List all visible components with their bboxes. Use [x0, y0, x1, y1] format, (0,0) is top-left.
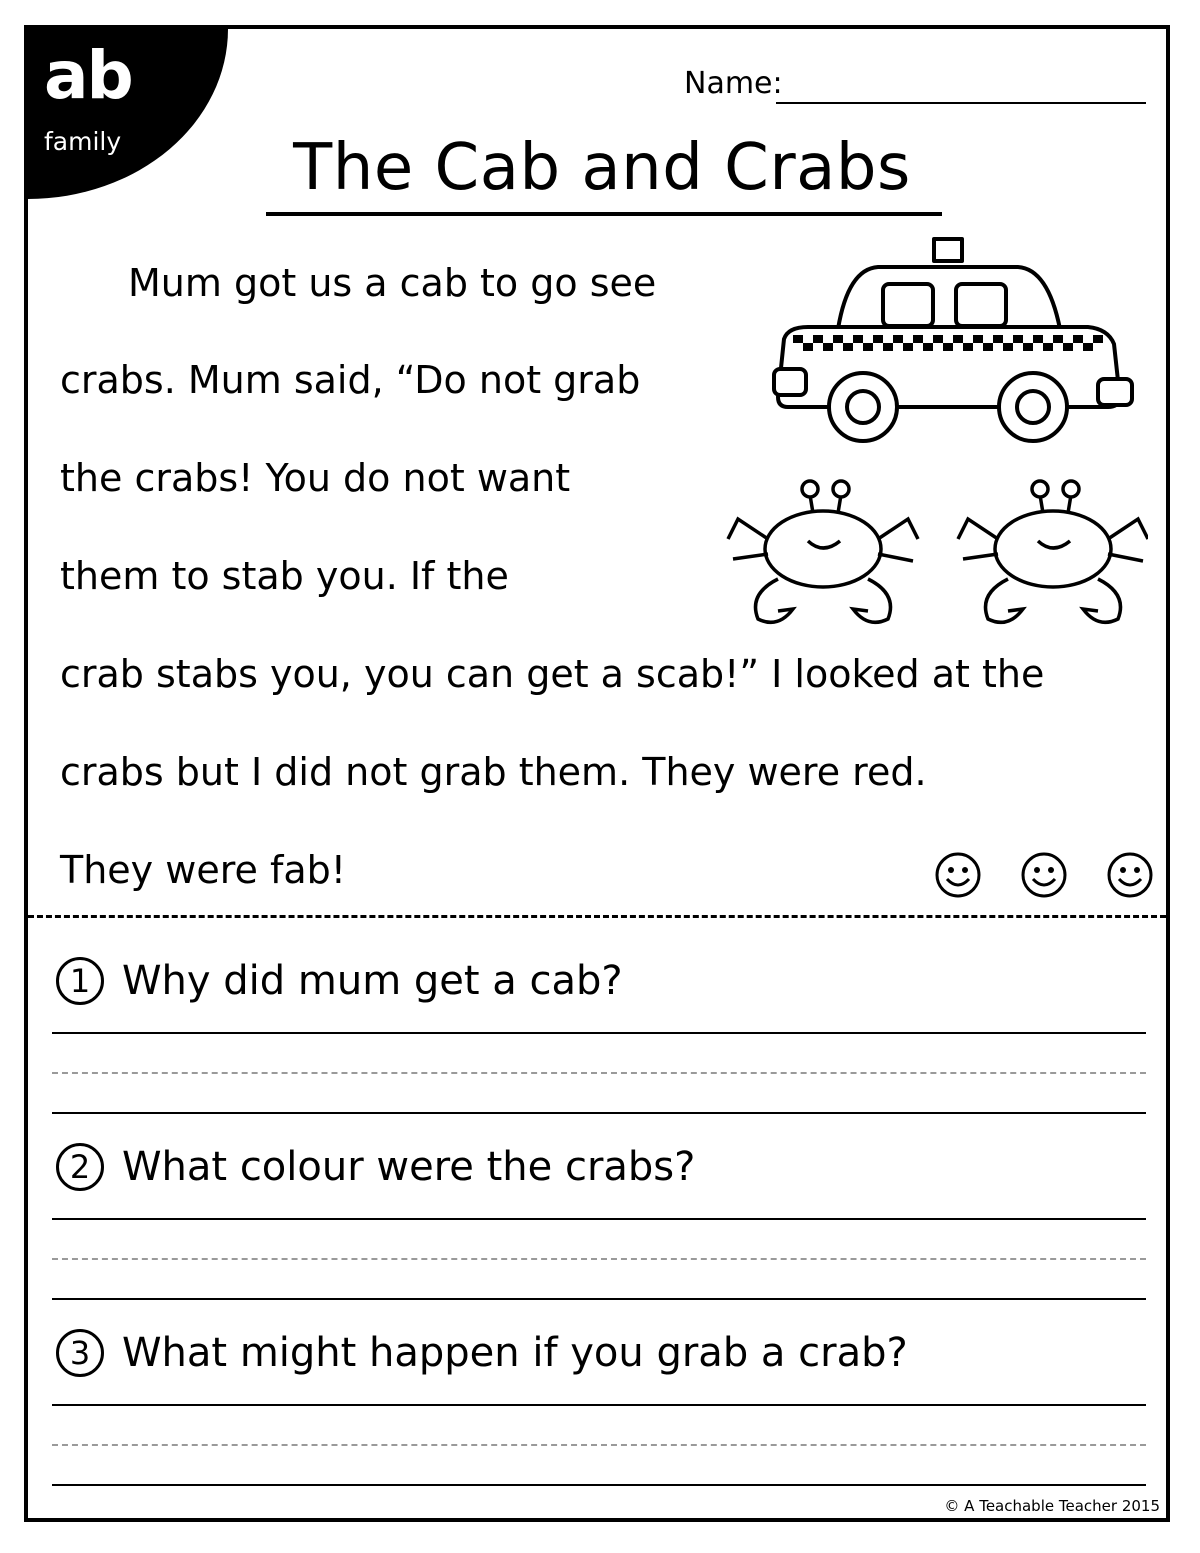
- story-line: the crabs! You do not want: [60, 456, 571, 500]
- page-title: The Cab and Crabs: [293, 131, 911, 205]
- badge-letters: ab: [44, 37, 132, 114]
- story-line: They were fab!: [60, 848, 346, 892]
- answer-guide-line: [52, 1444, 1146, 1446]
- question-number: 1: [56, 957, 104, 1005]
- question-number: 2: [56, 1143, 104, 1191]
- question-text: What might happen if you grab a crab?: [122, 1330, 908, 1376]
- story-line: crab stabs you, you can get a scab!” I looked at the: [60, 652, 1045, 696]
- section-divider: [28, 915, 1166, 918]
- title-underline: [266, 212, 942, 216]
- answer-line[interactable]: [52, 1032, 1146, 1034]
- worksheet-page: [24, 25, 1170, 1522]
- copyright-notice: © A Teachable Teacher 2015: [944, 1497, 1160, 1515]
- story-line: Mum got us a cab to go see: [128, 261, 657, 305]
- question-text: Why did mum get a cab?: [122, 958, 623, 1004]
- answer-line[interactable]: [52, 1484, 1146, 1486]
- story-line: crabs. Mum said, “Do not grab: [60, 358, 641, 402]
- answer-line[interactable]: [52, 1218, 1146, 1220]
- reading-rating-faces: [934, 851, 1154, 899]
- question-1: [56, 957, 623, 1005]
- smiley-face-icon[interactable]: [934, 851, 982, 899]
- smiley-face-icon[interactable]: [1106, 851, 1154, 899]
- crab-icon: [958, 481, 1148, 622]
- smiley-face-icon[interactable]: [1020, 851, 1068, 899]
- name-write-line[interactable]: [776, 102, 1146, 104]
- story-line: them to stab you. If the: [60, 554, 509, 598]
- taxi-cab-icon: [774, 239, 1132, 441]
- answer-line[interactable]: [52, 1404, 1146, 1406]
- question-text: What colour were the crabs?: [122, 1144, 696, 1190]
- crab-icon: [728, 481, 918, 622]
- story-line: crabs but I did not grab them. They were red.: [60, 750, 927, 794]
- answer-line[interactable]: [52, 1112, 1146, 1114]
- answer-guide-line: [52, 1258, 1146, 1260]
- question-3: [56, 1329, 908, 1377]
- name-label: Name:: [684, 66, 783, 101]
- answer-line[interactable]: [52, 1298, 1146, 1300]
- question-number: 3: [56, 1329, 104, 1377]
- badge-word: family: [44, 127, 122, 156]
- illustration-svg: [688, 229, 1148, 629]
- story-illustration: [688, 229, 1148, 633]
- question-2: [56, 1143, 695, 1191]
- answer-guide-line: [52, 1072, 1146, 1074]
